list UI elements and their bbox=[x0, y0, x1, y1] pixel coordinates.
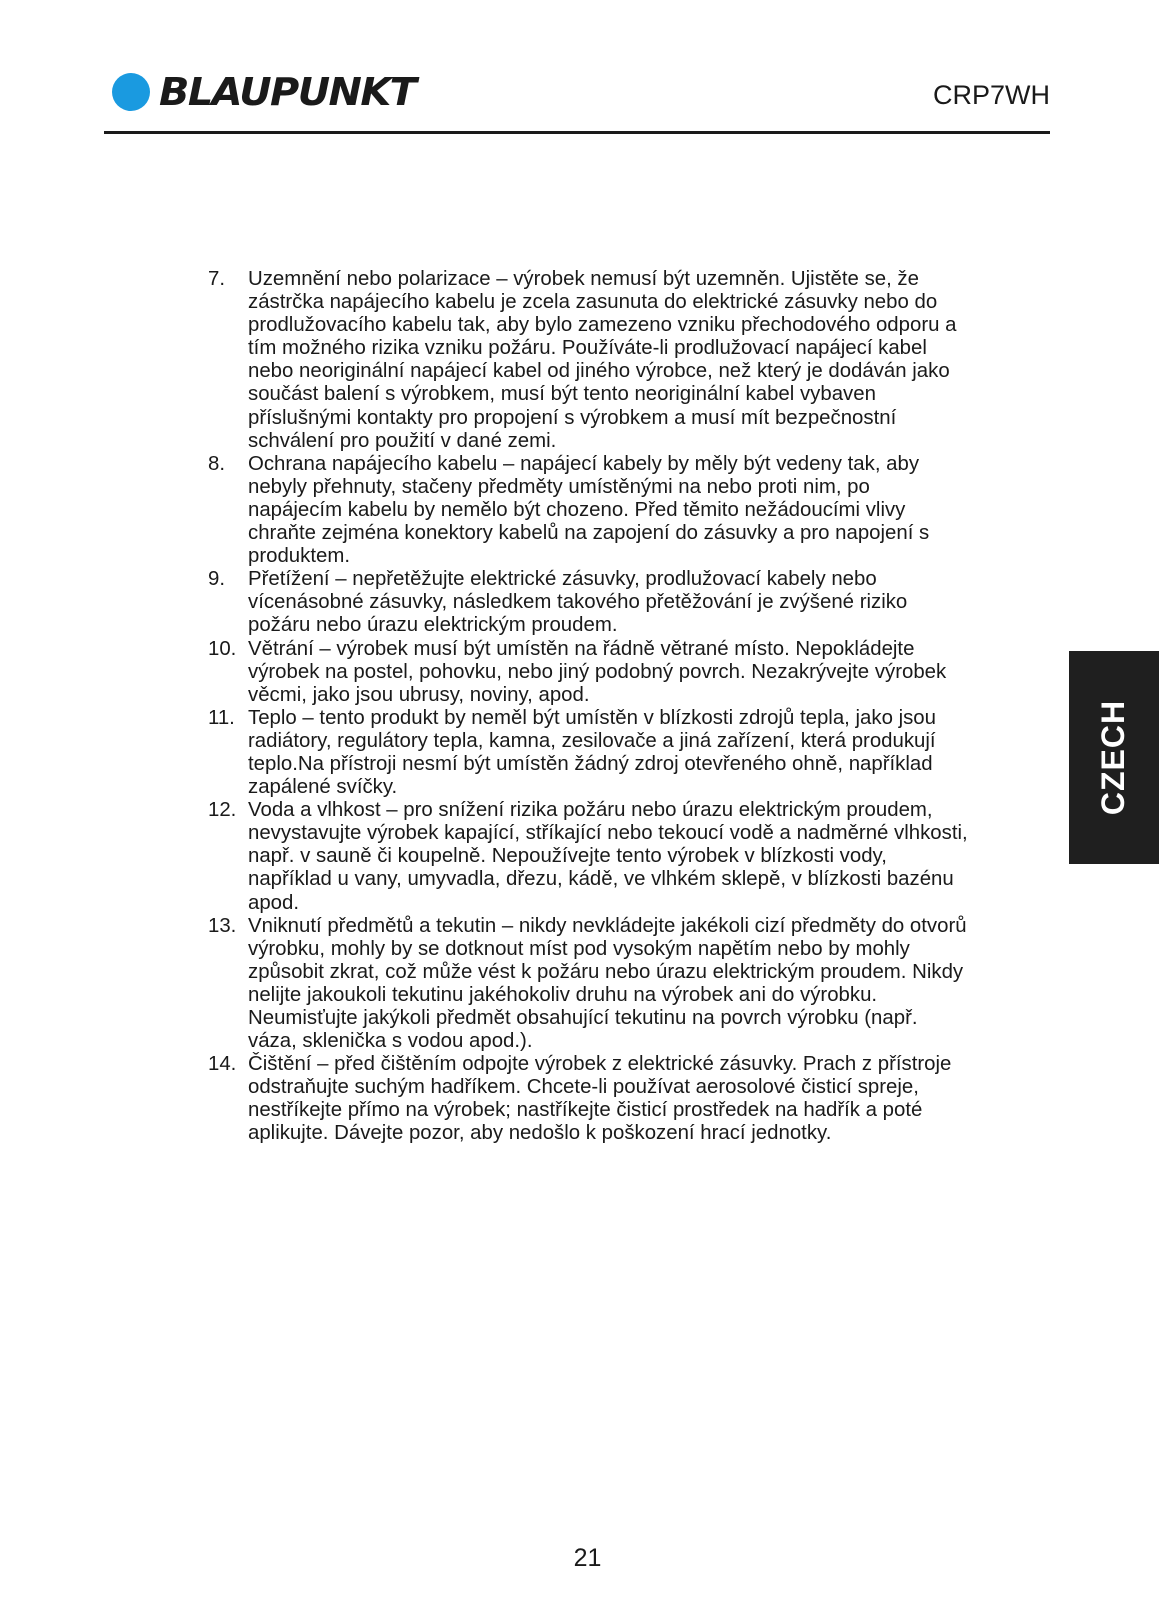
item-text: Čištění – před čištěním odpojte výrobek z elektrické zásuvky. Prach z přístroje odstraňujte suchým hadříkem. Chcete-li používat aerosolové čisticí spreje, nestříkejte přímo na výrobek; nastříkejte čisticí prostředek na hadřík a poté aplikujte. Dávejte pozor, aby nedošlo k poškození hrací jednotky. bbox=[248, 1053, 952, 1145]
list-item bbox=[208, 568, 968, 637]
page-number: 21 bbox=[573, 1544, 602, 1572]
item-text: Teplo – tento produkt by neměl být umístěn v blízkosti zdrojů tepla, jako jsou radiátory, regulátory tepla, kamna, zesilovače a jiná zařízení, která produkují teplo.Na přístroji nesmí být umístěn žádný zdroj otevřeného ohně, například zapálené svíčky. bbox=[248, 706, 936, 799]
item-number: 7. bbox=[208, 268, 226, 290]
item-number: 8. bbox=[208, 452, 226, 475]
item-text: Přetížení – nepřetěžujte elektrické zásuvky, prodlužovací kabely nebo vícenásobné zásuvky, následkem takového přetěžování je zvýšené riziko požáru nebo úrazu elektrickým proudem. bbox=[248, 568, 908, 637]
brand-name: BLAUPUNKT bbox=[159, 70, 416, 114]
model-number: CRP7WH bbox=[932, 80, 1050, 110]
item-text: Vniknutí předmětů a tekutin – nikdy nevkládejte jakékoli cizí předměty do otvorů výrobku, mohly by se dotknout míst pod vysokým napětím nebo by mohly způsobit zkrat, což může vést k požáru nebo úrazu elektrickým proudem. Nikdy nelijte jakoukoli tekutinu jakéhokoliv druhu na výrobek ani do výrobku. Neumisťujte jakýkoli předmět obsahující tekutinu na povrch výrobku (např. váza, sklenička s vodou apod.). bbox=[248, 914, 967, 1053]
list-item bbox=[208, 799, 968, 914]
list-item bbox=[208, 453, 968, 568]
instruction-list bbox=[208, 268, 968, 1146]
list-item bbox=[208, 915, 968, 1054]
language-tab-label: CZECH bbox=[1095, 699, 1132, 816]
item-text: Uzemnění nebo polarizace – výrobek nemusí být uzemněn. Ujistěte se, že zástrčka napájecího kabelu je zcela zasunuta do elektrické zásuvky nebo do prodlužovacího kabelu tak, aby bylo zamezeno vzniku přechodového odporu a tím možného rizika vzniku požáru. Používáte-li prodlužovací napájecí kabel nebo neoriginální napájecí kabel od jiného výrobce, než který je dodáván jako součást balení s výrobkem, musí být tento neoriginální kabel vybaven příslušnými kontakty pro propojení s výrobkem a musí mít bezpečnostní schválení pro použití v dané zemi. bbox=[248, 268, 957, 452]
item-number: 12. bbox=[208, 799, 237, 822]
item-number: 10. bbox=[208, 637, 237, 660]
list-item bbox=[208, 707, 968, 799]
item-number: 13. bbox=[208, 914, 237, 937]
item-text: Ochrana napájecího kabelu – napájecí kabely by měly být vedeny tak, aby nebyly přehnuty, stačeny předměty umístěnými na nebo proti nim, po napájecím kabelu by nemělo být chozeno. Před těmito nežádoucími vlivy chraňte zejména konektory kabelů na zapojení do zásuvky a pro napojení s produktem. bbox=[248, 452, 930, 568]
list-item bbox=[208, 1053, 968, 1145]
list-item bbox=[208, 268, 968, 453]
brand-logo bbox=[112, 70, 416, 114]
item-text: Voda a vlhkost – pro snížení rizika požáru nebo úrazu elektrickým proudem, nevystavujte výrobek kapající, stříkající nebo tekoucí vodě a nadměrné vlhkosti, např. v sauně či koupelně. Nepoužívejte tento výrobek v blízkosti vody, například u vany, umyvadla, dřezu, kádě, ve vlhkém sklepě, v blízkosti bazénu apod. bbox=[248, 799, 968, 914]
item-number: 9. bbox=[208, 568, 226, 591]
item-number: 11. bbox=[208, 706, 235, 729]
safety-instructions bbox=[208, 268, 968, 1146]
list-item bbox=[208, 638, 968, 707]
brand-logo-dot bbox=[112, 73, 150, 111]
item-number: 14. bbox=[208, 1053, 237, 1076]
item-text: Větrání – výrobek musí být umístěn na řádně větrané místo. Nepokládejte výrobek na postel, pohovku, nebo jiný podobný povrch. Nezakrývejte výrobek věcmi, jako jsou ubrusy, noviny, apod. bbox=[248, 637, 947, 706]
header-divider bbox=[104, 131, 1050, 134]
language-tab bbox=[1069, 651, 1159, 864]
